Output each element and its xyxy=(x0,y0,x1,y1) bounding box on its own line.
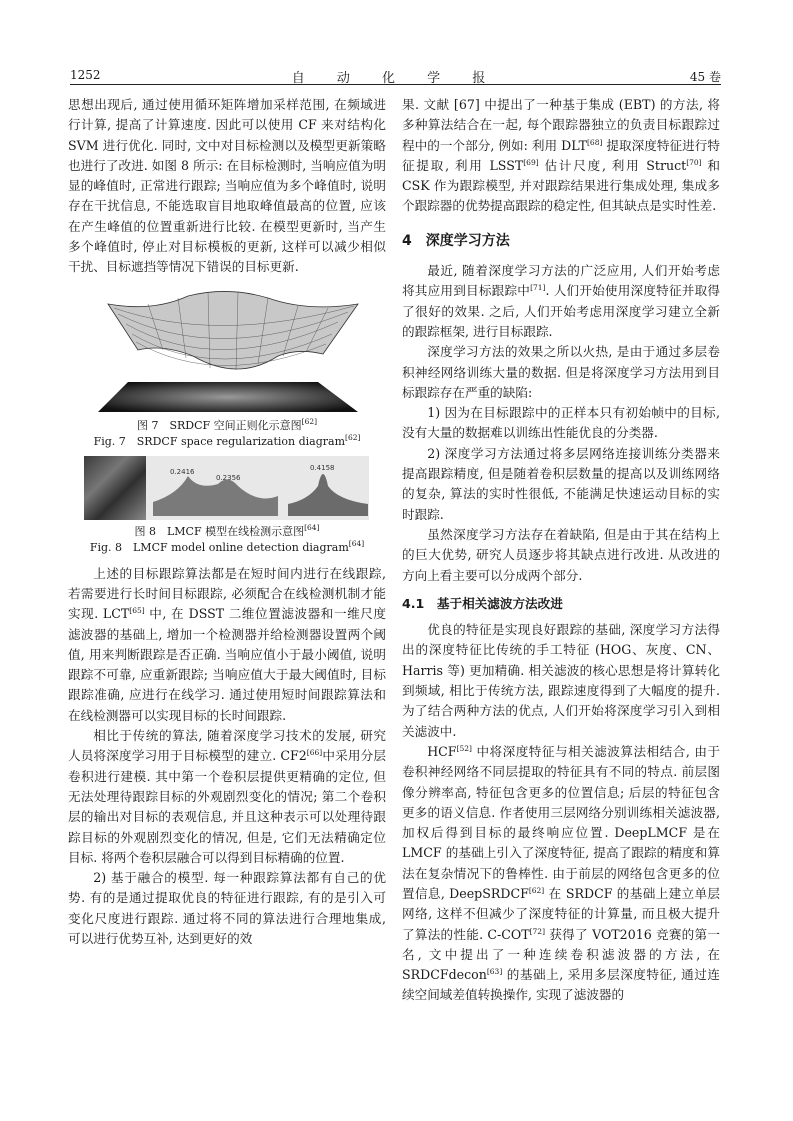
citation: [66] xyxy=(306,748,323,758)
fig8-en-ref: [64] xyxy=(348,538,365,548)
fig7-cn-ref: [62] xyxy=(301,416,318,426)
paragraph: HCF[52] 中将深度特征与相关滤波算法相结合, 由于卷积神经网络不同层提取的特征具有不同的特点. 前层图像分辨率高, 特征包含更多的位置信息; 后层的特征包含更多的语义信息. 作者使用三层网络分别训练相关滤波器, 加权后得到目标的最终响应位置. DeepLMCF 是在 LMCF 的基础上引入了深度特征, 提高了跟踪的精度和算法在复杂情况下的鲁棒性. 由于前层的网络包含更多的位置信息, DeepSRDCF[62] 在 SRDCF 的基础上建立单层网络, 这样不但减少了深度特征的计算量, 而且极大提升了算法的性能. C-COT[72] 获得了 VOT2016 竞赛的第一名, 文中提出了一种连续卷积滤波器的方法, 在 SRDCFdecon[63] 的基础上, 采用多层深度特征, 通过连续空间域差值转换操作, 实现了滤波器的 xyxy=(402,743,720,1003)
running-header xyxy=(70,66,721,85)
peak-label-3: 0.4158 xyxy=(310,463,335,472)
citation: [65] xyxy=(129,606,145,616)
citation: [68] xyxy=(587,137,603,147)
paragraph: 相比于传统的算法, 随着深度学习技术的发展, 研究人员将深度学习用于目标模型的建立. CF2[66]中采用分层卷积进行建模. 其中第一个卷积层提供更精确的定位, 但无法处理待跟踪目标的外观剧烈变化的情况; 第二个卷积层的输出对目标的表观信息, 并且这种表示可以处理待跟踪目标的外观剧烈变化的情况, 但是, 它们无法精确定位目标. 将两个卷积层融合可以得到目标精确的位置. xyxy=(68,728,387,865)
peak-label-2: 0.2356 xyxy=(216,473,241,482)
paragraph: 1) 因为在目标跟踪中的正样本只有初始帧中的目标, 没有大量的数据难以训练出性能优良的分类器. xyxy=(402,405,720,441)
page-number: 1252 xyxy=(70,68,101,82)
paragraph: 2) 基于融合的模型. 每一种跟踪算法都有自己的优势. 有的是通过提取优良的特征进行跟踪, 有的是引入可变化尺度进行跟踪. 通过将不同的算法进行合理地集成, 可以进行优势互补, 达到更好的效 xyxy=(68,870,386,947)
paragraph: 优良的特征是实现良好跟踪的基础, 深度学习方法得出的深度特征比传统的手工特征 (HOG、灰度、CN、Harris 等) 更加精确. 相关滤波的核心思想是将计算转化到频域, 相比于传统方法, 跟踪速度得到了大幅度的提升. 为了结合两种方法的优点, 人们开始将深度学习引入到相关滤波中. xyxy=(402,622,720,739)
citation: [62] xyxy=(528,885,545,895)
citation: [69] xyxy=(523,157,539,167)
fig7-en: Fig. 7 SRDCF space regularization diagram xyxy=(93,434,346,448)
fig8-en: Fig. 8 LMCF model online detection diagram xyxy=(89,540,349,554)
left-column xyxy=(68,95,386,949)
journal-title: 自 动 化 学 报 xyxy=(291,71,500,86)
paragraph: 2) 深度学习方法通过将多层网络连接训练分类器来提高跟踪精度, 但是随着卷积层数量的提高以及训练网络的复杂, 算法的实时性很低, 不能满足快速运动目标的实时跟踪. xyxy=(402,445,720,522)
fig8-cn-ref: [64] xyxy=(304,522,320,532)
right-column xyxy=(402,95,720,1006)
fig7-cn: 图 7 SRDCF 空间正则化示意图 xyxy=(136,418,302,432)
peak-label-1: 0.2416 xyxy=(170,467,195,476)
figure-8-caption xyxy=(68,524,386,556)
citation: [71] xyxy=(530,283,546,293)
citation: [52] xyxy=(456,743,472,753)
figure-7-caption xyxy=(68,418,386,450)
fig7-en-ref: [62] xyxy=(345,432,361,442)
citation: [70] xyxy=(686,157,702,167)
paragraph: 果. 文献 [67] 中提出了一种基于集成 (EBT) 的方法, 将多种算法结合在一起, 每个跟踪器独立的负责目标跟踪过程中的一个部分, 例如: 利用 DLT[68] 提取深度特征进行特征提取, 利用 LSST[69] 估计尺度, 利用 Struct[70] 和 CSK 作为跟踪模型, 并对跟踪结果进行集成处理, 集成多个跟踪器的优势提高跟踪的稳定性, 但其缺点是实时性差. xyxy=(402,97,720,214)
paragraph: 虽然深度学习方法存在着缺陷, 但是由于其在结构上的巨大优势, 研究人员逐步将其缺点进行改进. 从改进的方向上看主要可以分成两个部分. xyxy=(402,526,720,583)
volume-label: 45 卷 xyxy=(689,70,721,84)
figure-8-image xyxy=(68,456,386,522)
fig8-cn: 图 8 LMCF 模型在线检测示意图 xyxy=(134,524,305,538)
section-heading-4: 4 深度学习方法 xyxy=(402,232,510,249)
paragraph: 上述的目标跟踪算法都是在短时间内进行在线跟踪, 若需要进行长时间目标跟踪, 必须配合在线检测机制才能实现. LCT[65] 中, 在 DSST 二维位置滤波器和一维尺度滤波器的基础上, 增加一个检测器并给检测器设置两个阈值, 用来判断跟踪是否正确. 当响应值小于最小阈值, 说明跟踪不可靠, 应重新跟踪; 当响应值大于最大阈值时, 目标跟踪准确, 应进行在线学习. 通过使用短时间跟踪算法和在线检测器可以实现目标的长时间跟踪. xyxy=(68,565,387,723)
paragraph: 深度学习方法的效果之所以火热, 是由于通过多层卷积神经网络训练大量的数据. 但是将深度学习方法用到目标跟踪存在严重的缺陷: xyxy=(402,344,720,400)
paragraph: 最近, 随着深度学习方法的广泛应用, 人们开始考虑将其应用到目标跟踪中[71]. 人们开始使用深度特征并取得了很好的效果. 之后, 人们开始考虑用深度学习建立全新的跟踪框架, 进行目标跟踪. xyxy=(402,263,720,339)
citation: [72] xyxy=(529,926,546,936)
srdcf-surface-plot xyxy=(68,284,386,416)
citation: [63] xyxy=(486,967,503,977)
response-peaks-plot xyxy=(68,456,386,522)
paragraph: 思想出现后, 通过使用循环矩阵增加采样范围, 在频域进行计算, 提高了计算速度. 因此可以使用 CF 来对结构化 SVM 进行优化. 同时, 文中对目标检测以及模型更新策略也进行了改进. 如图 8 所示: 在目标检测时, 当响应值为明显的峰值时, 正常进行跟踪; 当响应值为多个峰值时, 说明存在干扰信息, 不能选取盲目地取峰值最高的位置, 应该在产生峰值的位置重新进行比较. 在模型更新时, 当产生多个峰值时, 停止对目标模板的更新, 这样可以减少相似干扰、目标遮挡等情况下错误的目标更新. xyxy=(68,97,386,275)
section-heading-4-1: 4.1 基于相关滤波方法改进 xyxy=(402,595,563,611)
figure-7-image xyxy=(68,284,386,416)
